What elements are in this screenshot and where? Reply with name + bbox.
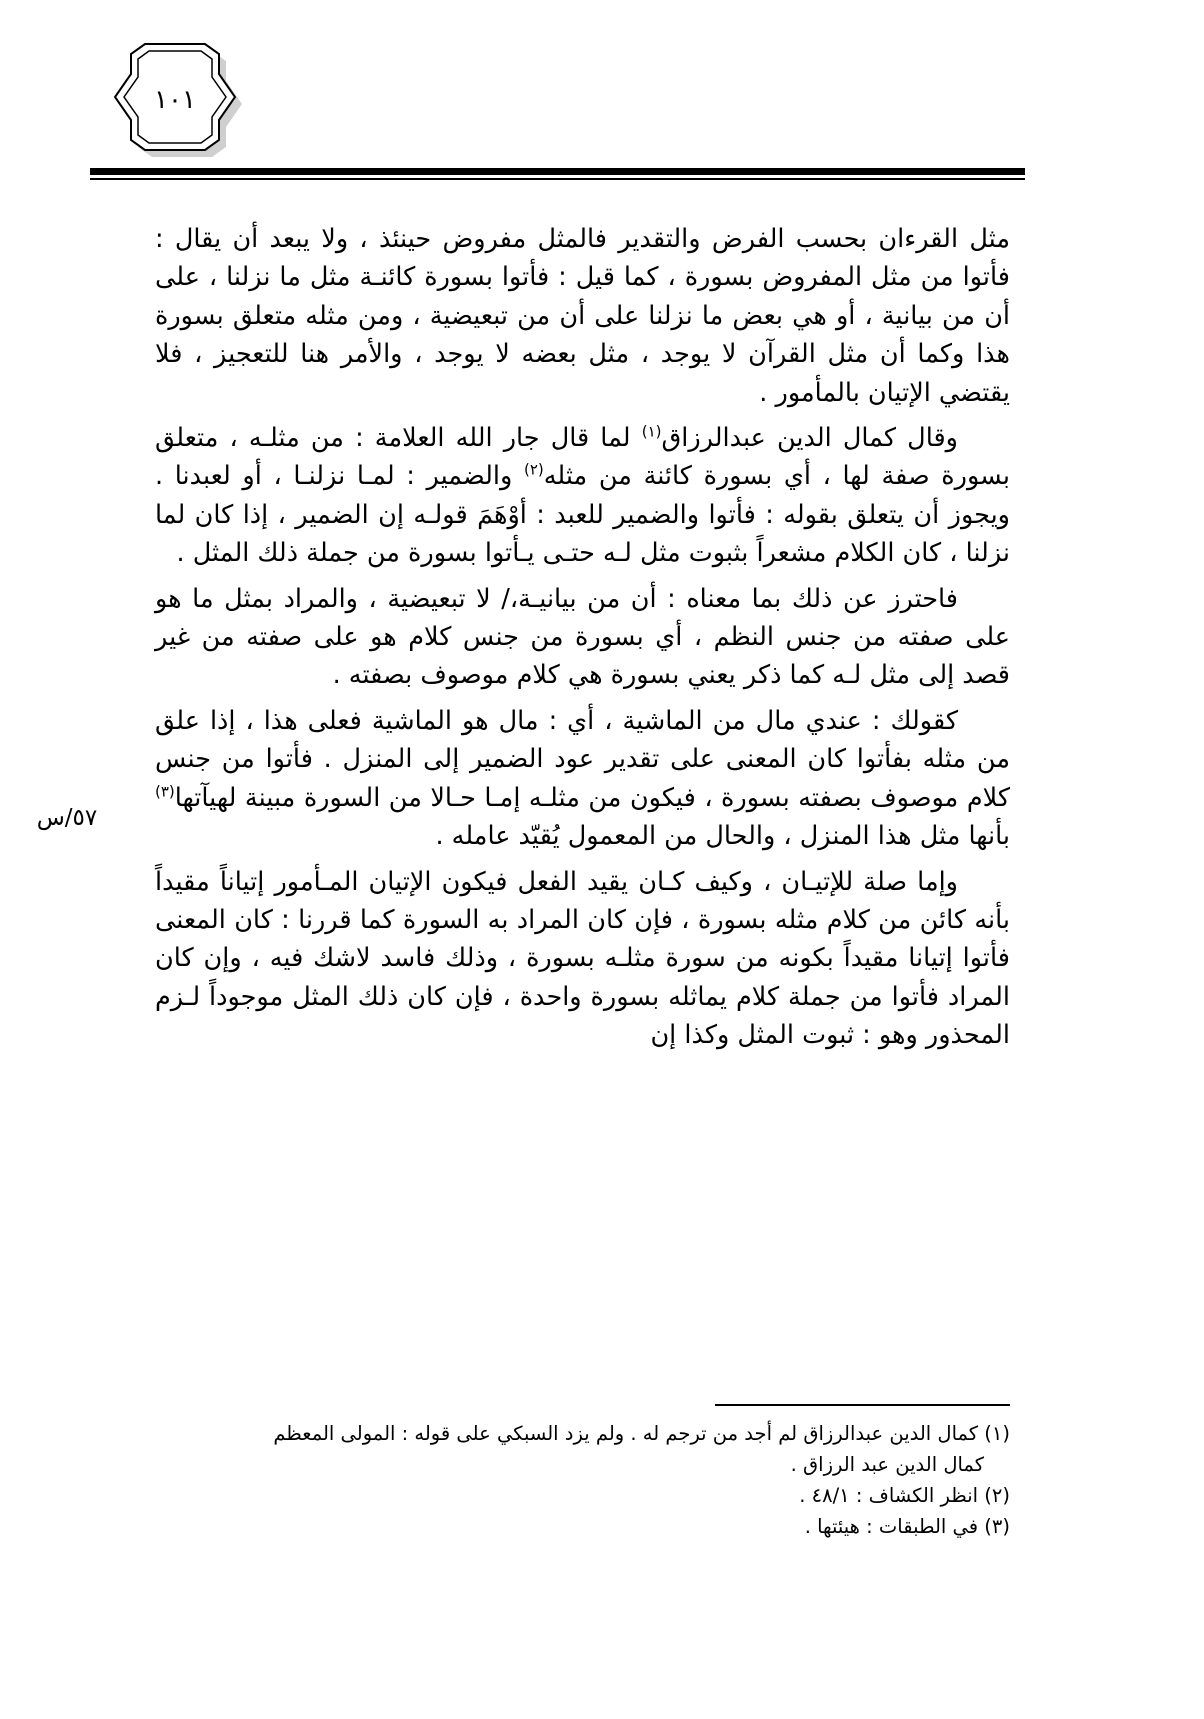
- page-number-badge: [105, 42, 245, 157]
- paragraph-4: [155, 702, 1010, 856]
- paragraph-4-part-a: كقولك : عندي مال من الماشية ، أي : مال هو الماشية فعلى هذا ، إذا علق من مثله بفأتوا كان المعنى على تقدير عود الضمير إلى المنزل . فأتوا من جنس كلام موصوف بصفته بسورة ، فيكون من مثلـه إمـا حـالا من السورة مبينة لهيآتها: [155, 705, 1010, 813]
- paragraph-2-part-c: والضمير : لمـا نزلنـا ، أو لعبدنا . ويجوز أن يتعلق بقوله : فأتوا والضمير للعبد : أوْهَمَ قولـه إن الضمير ، إذا كان لما نزلنا ، كان الكلام مشعراً بثبوت مثل لـه حتـى يـأتوا بسورة من جملة ذلك المثل .: [155, 461, 1010, 569]
- main-text: [155, 220, 1010, 1062]
- footnote-ref-1: (١): [641, 422, 662, 441]
- paragraph-2-part-b: لما قال جار الله العلامة : من مثلـه ، متعلق بسورة صفة لها ، أي بسورة كائنة من مثله: [155, 423, 1011, 492]
- footnote-1-continued: كمال الدين عبد الرزاق .: [790, 1453, 984, 1476]
- paragraph-2: [155, 419, 1010, 573]
- footnote-2: (٢) انظر الكشاف : ٤٨/١ .: [799, 1484, 1010, 1507]
- footnote-1: (١) كمال الدين عبدالرزاق لم أجد من ترجم له . ولم يزد السبكي على قوله : المولى المعظم: [273, 1422, 1010, 1445]
- paragraph-3: فاحترز عن ذلك بما معناه : أن من بيانيـة،/ لا تبعيضية ، والمراد بمثل ما هو على صفته من جنس النظم ، أي بسورة من جنس كلام هو على صفته من غير قصد إلى مثل لـه كما ذكر يعني بسورة هي كلام موصوف بصفته .: [155, 583, 1010, 691]
- footnote-separator: [715, 1404, 1010, 1406]
- header-rule-thick: [90, 168, 1025, 175]
- footnote-ref-2: (٢): [523, 460, 544, 479]
- paragraph-4-part-b: بأنها مثل هذا المنزل ، والحال من المعمول يُقيّد عامله .: [435, 821, 1010, 852]
- footnote-ref-3: (٣): [155, 782, 175, 801]
- paragraph-1: مثل القرءان بحسب الفرض والتقدير فالمثل مفروض حينئذ ، ولا يبعد أن يقال : فأتوا من مثل المفروض بسورة ، كما قيل : فأتوا بسورة كائنـة مثل ما نزلنا ، على أن من بيانية ، أو هي بعض ما نزلنا على أن من تبعيضية ، ومن مثله متعلق بسورة هذا وكما أن مثل القرآن لا يوجد ، مثل بعضه لا يوجد ، والأمر هنا للتعجيز ، فلا يقتضي الإتيان بالمأمور .: [155, 224, 1010, 408]
- paragraph-2-part-a: وقال كمال الدين عبدالرزاق: [661, 423, 958, 454]
- paragraph-5: وإما صلة للإتيـان ، وكيف كـان يقيد الفعل فيكون الإتيان المـأمور إتياناً مقيداً بأنه كائن من كلام مثله بسورة ، فإن كان المراد به السورة كما قررنا : كان المعنى فأتوا إتيانا مقيداً بكونه من سورة مثلـه بسورة ، وذلك فاسد لاشك فيه ، وإن كان المراد فأتوا من جملة كلام يماثله بسورة واحدة ، فإن كان ذلك المثل موجوداً لـزم المحذور وهو : ثبوت المثل وكذا إن: [155, 866, 1010, 1051]
- footnote-3: (٣) في الطبقات : هيئتها .: [804, 1515, 1010, 1538]
- manuscript-folio-note: ٥٧/س: [36, 805, 98, 831]
- page-number: ١٠١: [154, 84, 196, 115]
- header-rule-thin: [90, 178, 1025, 180]
- footnotes: [155, 1418, 1010, 1542]
